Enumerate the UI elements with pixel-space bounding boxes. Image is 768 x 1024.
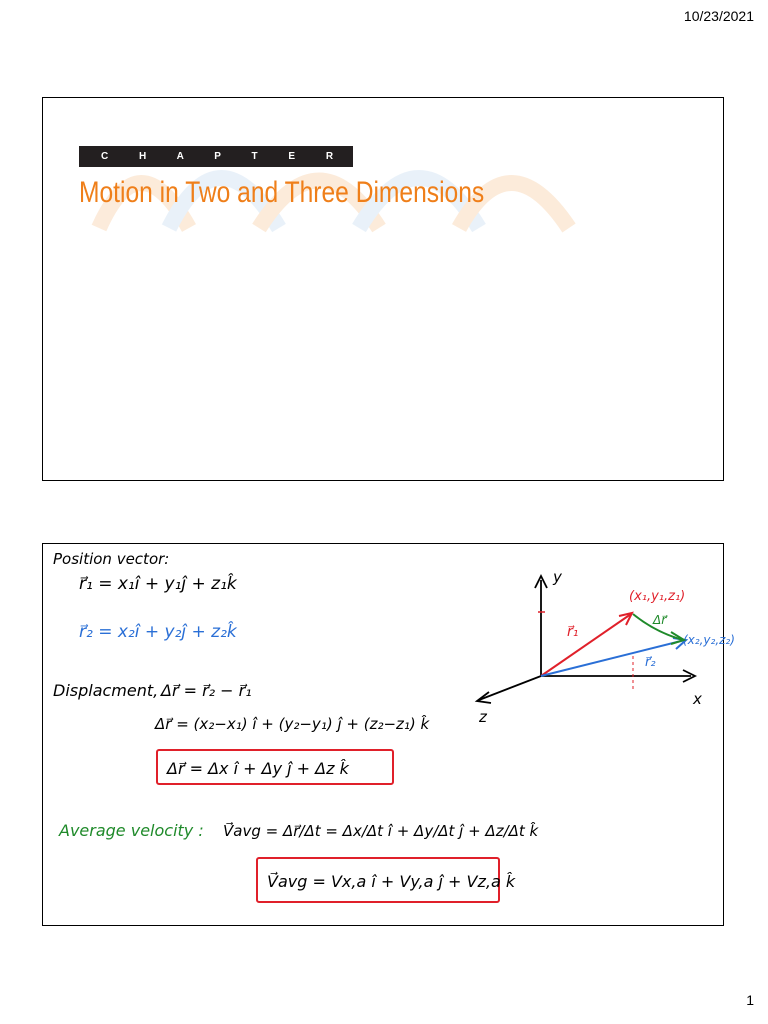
delta-r-label: Δr⃗ <box>653 613 667 627</box>
x-axis-label: x <box>693 690 702 708</box>
slide-title <box>42 97 724 481</box>
r1-equation: r⃗₁ = x₁î + y₁ĵ + z₁k̂ <box>79 574 237 594</box>
vector-diagram <box>477 568 735 726</box>
z-axis-label: z <box>479 708 487 726</box>
chapter-label: C H A P T E R 4 <box>79 146 353 167</box>
point1-label: (x₁,y₁,z₁) <box>629 589 686 604</box>
r1-vector <box>541 614 631 676</box>
displacement-boxed-eq: Δr⃗ = Δx î + Δy ĵ + Δz k̂ <box>167 759 349 778</box>
slide-notes <box>42 543 735 926</box>
position-heading: Position vector: <box>53 550 170 568</box>
y-axis-label: y <box>553 568 562 586</box>
chapter-title: Motion in Two and Three Dimensions <box>79 176 485 209</box>
r1-vector-label: r⃗₁ <box>567 624 579 640</box>
page-number: 1 <box>746 992 754 1008</box>
avg-velocity-label: Average velocity : <box>59 821 204 840</box>
avg-velocity-boxed-eq: V⃗avg = Vx,a î + Vy,a ĵ + Vz,a k̂ <box>267 872 516 891</box>
header-date: 10/23/2021 <box>683 8 754 24</box>
displacement-label: Displacment, <box>53 681 159 700</box>
point2-label: (x₂,y₂,z₂) <box>683 633 735 647</box>
r2-equation: r⃗₂ = x₂î + y₂ĵ + z₂k̂ <box>79 622 237 642</box>
displacement-eq2: Δr⃗ = (x₂−x₁) î + (y₂−y₁) ĵ + (z₂−z₁) k̂ <box>155 715 430 733</box>
avg-velocity-eq: V⃗avg = Δr⃗/Δt = Δx/Δt î + Δy/Δt ĵ + Δz/Δt k̂ <box>223 822 539 840</box>
z-axis-line <box>479 676 541 700</box>
r2-vector <box>541 640 685 676</box>
displacement-eq1: Δr⃗ = r⃗₂ − r⃗₁ <box>161 681 252 700</box>
r2-vector-label: r⃗₂ <box>645 655 656 670</box>
handwritten-notes <box>43 544 735 927</box>
